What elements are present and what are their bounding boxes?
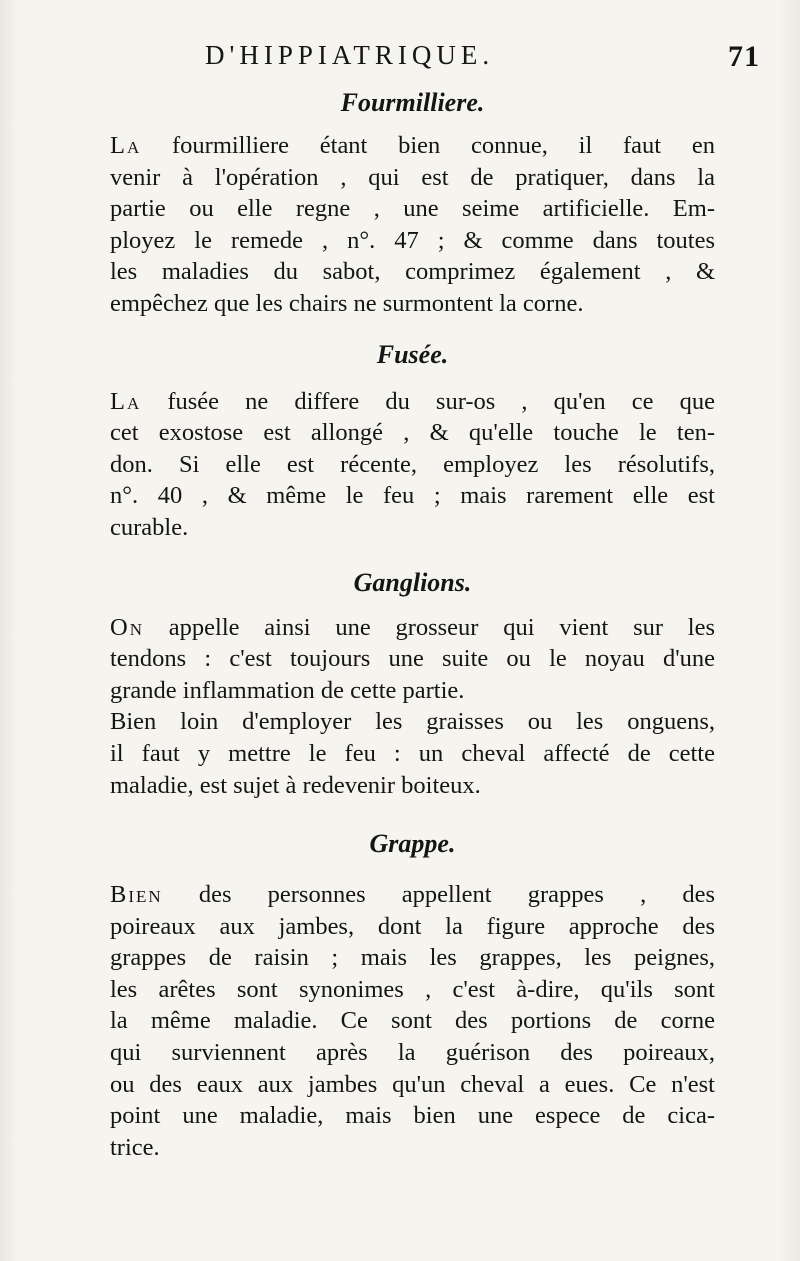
text-line: venir à l'opération , qui est de pratiquer, dans la	[110, 163, 715, 191]
text-line: empêchez que les chairs ne surmontent la corne.	[110, 289, 584, 317]
text-line: il faut y mettre le feu : un cheval affecté de cette	[110, 739, 715, 767]
paragraph-ganglions-1	[110, 612, 715, 707]
section-heading-ganglions: Ganglions.	[353, 567, 472, 597]
page-number: 71	[728, 40, 760, 73]
text-line: les maladies du sabot, comprimez également , &	[110, 258, 715, 286]
lead-word: La	[110, 132, 142, 159]
text-line: maladie, est sujet à redevenir boiteux.	[110, 771, 481, 799]
text-line: don. Si elle est récente, employez les résolutifs,	[110, 450, 715, 478]
text-line: curable.	[110, 513, 189, 541]
text-line: ployez le remede , n°. 47 ; & comme dans toutes	[110, 226, 715, 254]
text-line: la même maladie. Ce sont des portions de corne	[110, 1007, 715, 1035]
text-block	[110, 86, 715, 1163]
text-line: trice.	[110, 1133, 160, 1161]
text-line: n°. 40 , & même le feu ; mais rarement elle est	[110, 482, 715, 510]
lead-word: La	[110, 387, 142, 415]
text-line: point une maladie, mais bien une espece de cica-	[110, 1102, 715, 1130]
section-heading-grappe: Grappe.	[369, 829, 456, 859]
text-line: grande inflammation de cette partie.	[110, 676, 465, 704]
running-head	[205, 40, 760, 80]
lead-word: On	[110, 613, 144, 641]
paragraph-grappe	[110, 879, 715, 1163]
text-line: les arêtes sont synonimes , c'est à-dire, qu'ils sont	[110, 975, 715, 1003]
text-line: partie ou elle regne , une seime artificielle. Em-	[110, 195, 715, 223]
text-line: fourmilliere étant bien connue, il faut en	[172, 132, 715, 159]
text-line: fusée ne differe du sur-os , qu'en ce que	[167, 387, 716, 415]
text-line: cet exostose est allongé , & qu'elle touche le ten-	[110, 419, 715, 447]
text-line: qui surviennent après la guérison des poireaux,	[110, 1039, 715, 1067]
text-line: grappes de raisin ; mais les grappes, les peignes,	[110, 944, 715, 972]
text-line: des personnes appellent grappes , des	[198, 881, 715, 909]
lead-word: Bien	[110, 881, 163, 909]
text-line: appelle ainsi une grosseur qui vient sur les	[168, 613, 715, 641]
running-title: D'HIPPIATRIQUE.	[205, 40, 495, 70]
text-line: poireaux aux jambes, dont la figure approche des	[110, 912, 715, 940]
text-line: tendons : c'est toujours une suite ou le noyau d'une	[110, 645, 715, 673]
text-line: ou des eaux aux jambes qu'un cheval a eues. Ce n'est	[110, 1070, 715, 1098]
section-heading-fusee: Fusée.	[376, 339, 449, 369]
text-line: Bien loin d'employer les graisses ou les onguens,	[110, 708, 715, 736]
paragraph-fourmilliere	[110, 130, 715, 320]
paragraph-fusee	[110, 386, 715, 544]
paragraph-ganglions-2	[110, 706, 715, 801]
section-heading-fourmilliere: Fourmilliere.	[340, 88, 485, 117]
